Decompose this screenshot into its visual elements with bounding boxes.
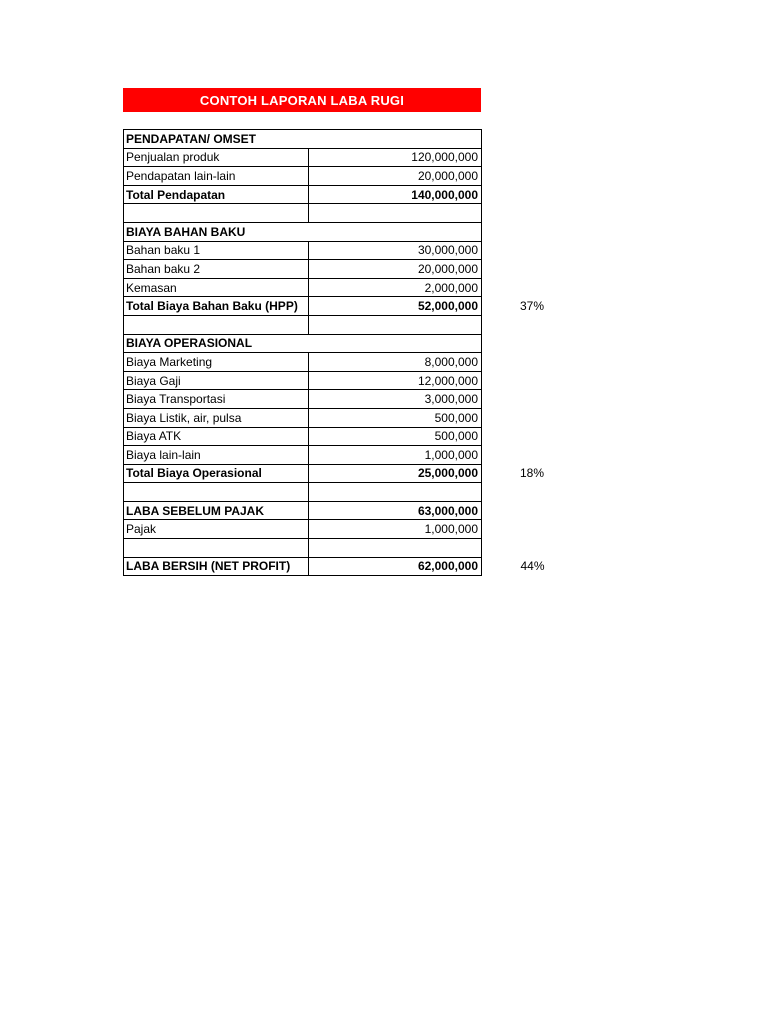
spacer-row (124, 539, 546, 558)
row-amount: 63,000,000 (309, 501, 482, 520)
row-percentage (482, 204, 546, 223)
line-item-row (124, 520, 546, 539)
spacer-row (124, 483, 546, 502)
total-row (124, 464, 546, 483)
row-label: PENDAPATAN/ OMSET (124, 130, 309, 149)
line-item-row (124, 408, 546, 427)
row-label: Biaya Transportasi (124, 390, 309, 409)
row-percentage (482, 130, 546, 149)
row-percentage (482, 408, 546, 427)
spacer-row (124, 204, 546, 223)
income-statement-table (123, 129, 546, 576)
row-amount: 20,000,000 (309, 260, 482, 279)
row-label (124, 483, 309, 502)
row-amount: 20,000,000 (309, 167, 482, 186)
row-percentage (482, 260, 546, 279)
row-percentage (482, 353, 546, 372)
row-amount: 25,000,000 (309, 464, 482, 483)
row-label (124, 539, 309, 558)
row-percentage: 37% (519, 299, 544, 314)
row-amount: 500,000 (309, 427, 482, 446)
row-amount: 8,000,000 (309, 353, 482, 372)
total-row (124, 185, 546, 204)
row-label: Biaya Marketing (124, 353, 309, 372)
line-item-row (124, 353, 546, 372)
row-percentage (482, 222, 546, 241)
row-label: Bahan baku 2 (124, 260, 309, 279)
line-item-row (124, 241, 546, 260)
row-amount (309, 222, 482, 241)
row-label: Kemasan (124, 278, 309, 297)
row-amount (309, 130, 482, 149)
row-label: Total Biaya Operasional (124, 464, 309, 483)
row-percentage (482, 483, 546, 502)
row-amount: 1,000,000 (309, 520, 482, 539)
row-amount: 3,000,000 (309, 390, 482, 409)
row-label: BIAYA OPERASIONAL (124, 334, 309, 353)
spacer-row (124, 315, 546, 334)
row-amount: 1,000,000 (309, 446, 482, 465)
total-row (124, 557, 546, 576)
row-amount: 140,000,000 (309, 185, 482, 204)
row-percentage (482, 185, 546, 204)
line-item-row (124, 427, 546, 446)
line-item-row (124, 390, 546, 409)
row-label: Total Biaya Bahan Baku (HPP) (124, 297, 309, 316)
row-label: Bahan baku 1 (124, 241, 309, 260)
row-label: Biaya ATK (124, 427, 309, 446)
report-title: CONTOH LAPORAN LABA RUGI (123, 88, 481, 112)
row-label: Penjualan produk (124, 148, 309, 167)
row-amount: 500,000 (309, 408, 482, 427)
row-label: Biaya lain-lain (124, 446, 309, 465)
row-label: Biaya Gaji (124, 371, 309, 390)
row-percentage (482, 315, 546, 334)
row-percentage (482, 334, 546, 353)
row-label: LABA SEBELUM PAJAK (124, 501, 309, 520)
row-label: Total Pendapatan (124, 185, 309, 204)
row-percentage (482, 241, 546, 260)
row-label (124, 204, 309, 223)
row-amount (309, 204, 482, 223)
row-percentage (482, 371, 546, 390)
row-percentage (482, 427, 546, 446)
line-item-row (124, 371, 546, 390)
row-label: LABA BERSIH (NET PROFIT) (124, 557, 309, 576)
row-label: BIAYA BAHAN BAKU (124, 222, 309, 241)
line-item-row (124, 278, 546, 297)
row-percentage: 44% (520, 559, 545, 574)
row-percentage (482, 167, 546, 186)
row-amount: 52,000,000 (309, 297, 482, 316)
row-percentage (482, 520, 546, 539)
line-item-row (124, 148, 546, 167)
row-amount (309, 315, 482, 334)
row-amount: 12,000,000 (309, 371, 482, 390)
row-percentage (482, 148, 546, 167)
row-percentage: 18% (519, 466, 544, 481)
row-percentage (482, 501, 546, 520)
row-amount (309, 483, 482, 502)
income-statement-rows (124, 130, 546, 576)
row-label: Biaya Listik, air, pulsa (124, 408, 309, 427)
row-label (124, 315, 309, 334)
row-amount (309, 539, 482, 558)
row-amount: 2,000,000 (309, 278, 482, 297)
row-amount (309, 334, 482, 353)
row-percentage (482, 278, 546, 297)
row-percentage (482, 446, 546, 465)
section-header-row (124, 130, 546, 149)
row-amount: 62,000,000 (309, 557, 482, 576)
line-item-row (124, 446, 546, 465)
row-amount: 120,000,000 (309, 148, 482, 167)
row-amount: 30,000,000 (309, 241, 482, 260)
row-label: Pendapatan lain-lain (124, 167, 309, 186)
line-item-row (124, 167, 546, 186)
row-percentage (482, 539, 546, 558)
row-label: Pajak (124, 520, 309, 539)
total-row (124, 297, 546, 316)
total-row (124, 501, 546, 520)
section-header-row (124, 222, 546, 241)
section-header-row (124, 334, 546, 353)
row-percentage (482, 390, 546, 409)
line-item-row (124, 260, 546, 279)
